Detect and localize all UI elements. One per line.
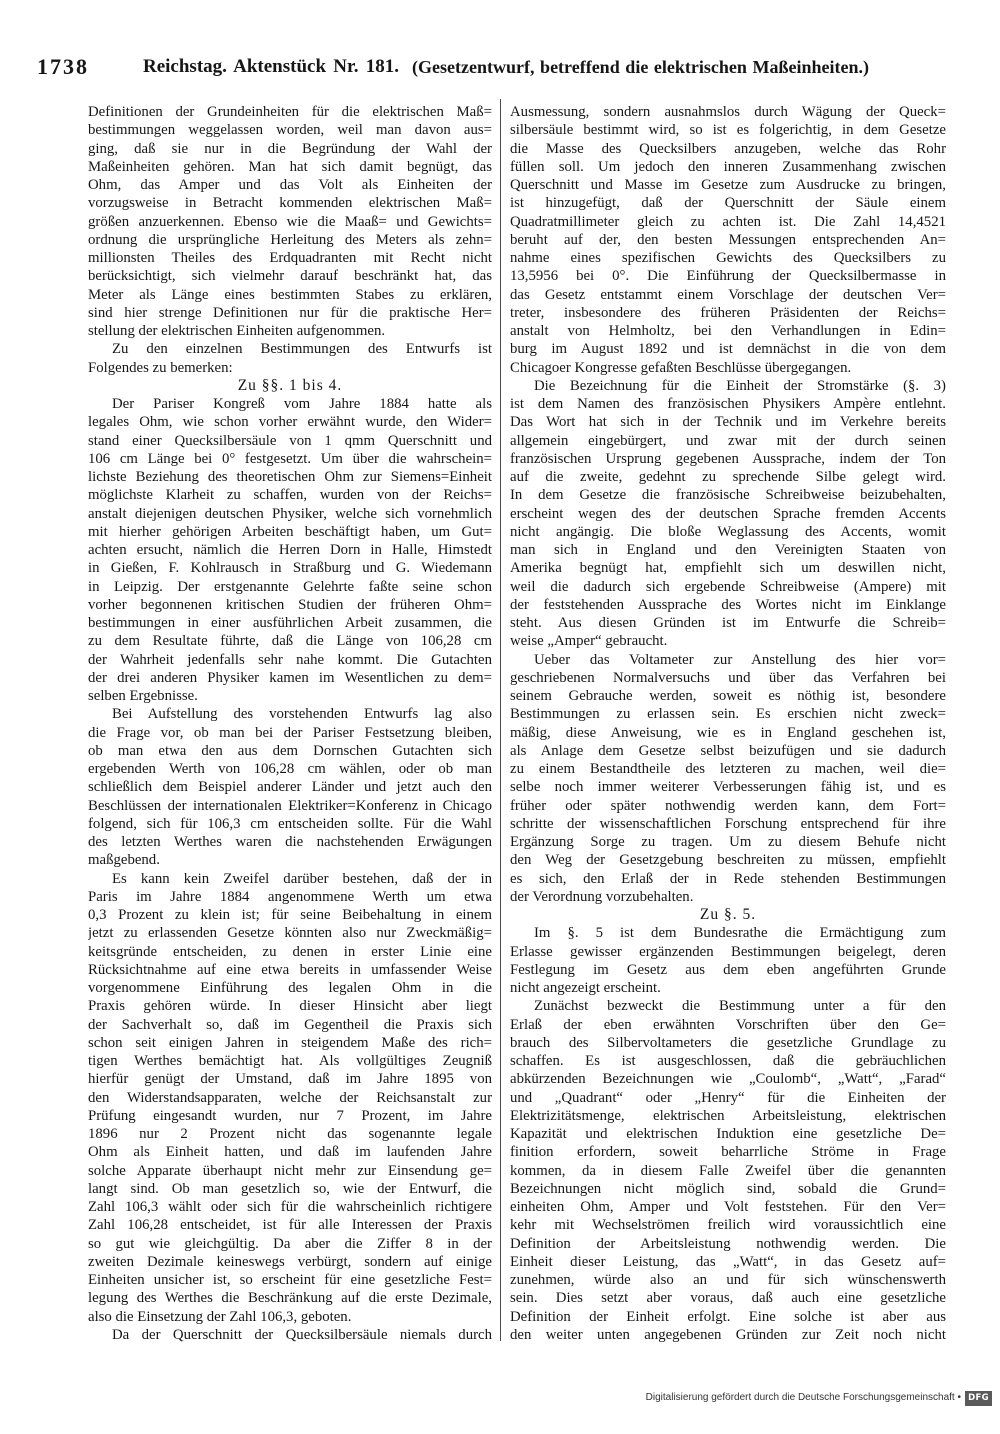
text-line: ob man etwa den aus dem Dornschen Gutachten sich [88, 742, 492, 759]
paragraph [88, 870, 492, 1326]
text-line: legung des Werthes die Beschränkung auf die erste Dezimale, [88, 1290, 492, 1307]
text-line: zu einem Bestandtheile des letzteren zu machen, weil die= [510, 761, 946, 777]
paragraph [510, 924, 946, 997]
document-subject: (Gesetzentwurf, betreffend die elektrischen Maßeinheiten.) [412, 57, 869, 77]
text-line: hierfür genügt der Umstand, daß im Jahre 1895 von [88, 1071, 492, 1088]
text-line: stand einer Quecksilbersäule von 1 qmm Querschnitt und [88, 432, 492, 449]
text-line: weise „Amper“ gebraucht. [510, 633, 668, 650]
text-line: als Anlage dem Gesetze selbst beizufügen und sie dadurch [510, 742, 946, 759]
text-line: Ohm als Einheit hatten, und daß im laufenden Jahre [88, 1144, 492, 1161]
text-line: Amerika begnügt hat, empfiehlt sich um deswillen nicht, [510, 560, 946, 577]
text-line: auf die zweite, gedehnt zu sprechende Silbe gelegt wird. [510, 469, 946, 485]
text-line: Rücksichtnahme auf eine etwa bereits in umfassender Weise [88, 961, 492, 978]
text-line: der drei anderen Physiker kamen im Wesentlichen zu dem= [88, 669, 492, 686]
text-line: möglichste Klarheit zu schaffen, wurden von der Reichs= [88, 487, 492, 504]
text-line: der Verordnung vorzubehalten. [510, 888, 694, 905]
text-line: keitsgründe entscheiden, zu denen in erster Linie eine [88, 943, 492, 960]
text-line: bestimmungen in einer ausführlichen Arbeit zusammen, die [88, 615, 492, 631]
text-line: sein. Dies setzt aber voraus, daß auch eine gesetzliche [510, 1290, 946, 1307]
paragraph [510, 997, 946, 1344]
text-line: kommen, da in diesem Falle Zweifel über die genannten [510, 1162, 946, 1179]
paragraph [510, 103, 946, 377]
page-number: 1738 [37, 54, 89, 79]
text-line: 0,3 Prozent zu klein ist; für seine Beibehaltung in einem [88, 907, 492, 923]
text-line: die Masse des Quecksilbers anzugeben, welche das Rohr [510, 140, 946, 157]
text-line: lichste Beziehung des theoretischen Ohm zur Siemens=Einheit [88, 469, 492, 485]
text-line: früher oder später nothwendig werden kann, dem Fort= [510, 797, 946, 814]
text-line: selbe noch immer weiterer Verbesserungen fähig ist, und es [510, 779, 946, 796]
text-line: folgend, sich für 106,3 cm entscheiden sollte. Für die Wahl [88, 815, 492, 832]
text-line: Einheiten unsicher ist, so erscheint für eine gesetzliche Fest= [88, 1272, 492, 1288]
paragraph [88, 340, 492, 377]
text-line: so gut wie gleichgültig. Da aber die Ziffer 8 in der [88, 1235, 492, 1252]
text-line: vorgenommene Einführung des legalen Ohm in die [88, 980, 492, 996]
dfg-logo: DFG [965, 1391, 992, 1406]
left-text-column [88, 103, 492, 1344]
text-line: den weiter unten angegebenen Gründen zur Zeit noch nicht [510, 1326, 946, 1343]
text-line: Definition der Arbeitsleistung nothwendig werden. Die [510, 1235, 946, 1252]
paragraph [88, 705, 492, 869]
text-line: Maßeinheiten gehören. Man hat sich damit begnügt, das [88, 158, 492, 175]
section-heading: Zu §. 5. [699, 906, 757, 923]
text-line: weil die dadurch sich ergebende Schreibweise (Ampere) mit [510, 578, 946, 595]
text-line: langt sind. Ob man gesetzlich so, wie der Entwurf, die [88, 1180, 492, 1197]
text-line: in Leipzig. Der erstgenannte Gelehrte faßte seine schon [88, 578, 492, 595]
text-line: maßgebend. [88, 852, 160, 869]
text-line: Zahl 106,28 entscheidet, ist für alle Interessen der Praxis [88, 1217, 492, 1234]
text-line: mit hierher gehörigen Arbeiten beschäftigt haben, um Gut= [88, 523, 492, 540]
text-line: sind hier strenge Definitionen nur für die praktische Her= [88, 304, 492, 321]
text-line: Da der Querschnitt der Quecksilbersäule niemals durch [112, 1326, 492, 1343]
text-line: brauch des Silbervoltameters die gesetzliche Grundlage zu [510, 1034, 946, 1051]
text-line: die Frage vor, ob man bei der Pariser Festsetzung bleiben, [88, 724, 492, 741]
text-line: treter, insbesondere des früheren Präsidenten der Reichs= [510, 304, 946, 321]
text-line: Erlaß der eben erwähnten Vorschriften über den Ge= [510, 1016, 946, 1033]
text-line: Praxis gehören würde. In dieser Hinsicht aber liegt [88, 998, 492, 1015]
text-line: Zahl 106,3 wählt oder sich für die wahrscheinlich richtigere [88, 1199, 492, 1215]
text-line: erscheint wegen des der deutschen Sprache fremden Accents [510, 505, 946, 522]
text-line: Ueber das Voltameter zur Anstellung des hier vor= [534, 651, 946, 668]
paragraph [510, 651, 946, 907]
text-line: des letzten Werthes waren die nachstehenden Erwägungen [88, 834, 492, 850]
text-line: vorzugsweise in Betracht kommenden elektrischen Maß= [88, 195, 492, 212]
text-line: schon seit einigen Jahren in steigendem Maße des rich= [88, 1034, 492, 1051]
text-line: Prüfung eingesandt wurden, nur 7 Prozent, im Jahre [88, 1107, 492, 1124]
text-line: tigen Werthes bemächtigt hat. Als vollgültiges Zeugniß [88, 1053, 492, 1069]
text-line: legales Ohm, wie schon vorher erwähnt wurde, den Wider= [88, 414, 492, 431]
text-line: Zu den einzelnen Bestimmungen des Entwurfs ist [112, 341, 492, 358]
text-line: schaffen. Es ist ausgeschlossen, daß die gebräuchlichen [510, 1053, 946, 1069]
text-line: Meter als Länge eines bestimmten Stabes zu erklären, [88, 286, 492, 303]
text-line: schließlich dem Beispiel anderer Länder und jetzt auch den [88, 779, 492, 796]
text-line: 106 cm Länge bei 0° festgesetzt. Um über die wahrschein= [88, 450, 492, 467]
text-line: anstalt von Helmholtz, bei den Verhandlungen in Edin= [510, 323, 946, 339]
text-line: größen anzuerkennen. Ebenso wie die Maaß= und Gewichts= [88, 213, 492, 230]
text-line: das Gesetz entstammt einem Vorschlage der deutschen Ver= [510, 286, 946, 303]
text-line: Im §. 5 ist dem Bundesrathe die Ermächtigung zum [534, 925, 946, 942]
text-line: Zunächst bezweckt die Bestimmung unter a für den [534, 998, 946, 1015]
text-line: zweiten Dezimale keineswegs verbürgt, sondern auf einige [88, 1253, 492, 1270]
text-line: bestimmungen weggelassen worden, weil man davon aus= [88, 122, 492, 139]
digitization-credit: Digitalisierung gefördert durch die Deutsche Forschungsgemeinschaft • [645, 1392, 961, 1403]
text-line: einheiten Ohm, Amper und Volt feststehen. Für den Ver= [510, 1199, 946, 1215]
text-line: allgemein eingebürgert, und zwar mit der durch seinen [510, 432, 946, 449]
text-line: ist hinzugefügt, daß der Querschnitt der Säule einem [510, 195, 946, 212]
text-line: Folgendes zu bemerken: [88, 359, 233, 376]
text-line: Bestimmungen zu erlassen sein. Es erschien nicht zweck= [510, 706, 946, 723]
text-line: Paris im Jahre 1884 angenommene Werth um etwa [88, 888, 492, 905]
text-line: schritte der wissenschaftlichen Forschung entsprechend für ihre [510, 815, 946, 832]
text-line: Querschnitt und Masse im Gesetze zum Ausdrucke zu bringen, [510, 177, 946, 193]
text-line: kehr mit Wechselströmen freilich wird voraussichtlich eine [510, 1217, 946, 1234]
text-line: der feststehenden Aussprache des Wortes nicht im Einklange [510, 596, 946, 613]
text-line: selben Ergebnisse. [88, 688, 198, 704]
text-line: berücksichtigt, sich vielmehr darauf beschränkt hat, das [88, 268, 492, 285]
text-line: ist dem Namen des französischen Physikers Ampère entlehnt. [510, 396, 946, 412]
text-line: Es kann kein Zweifel darüber bestehen, daß der in [112, 870, 492, 887]
right-text-column [510, 103, 946, 1344]
text-line: Chicagoer Kongresse gefaßten Beschlüsse übergegangen. [510, 359, 852, 376]
text-line: der Wahrheit jedenfalls sehr nahe kommt. Die Gutachten [88, 651, 492, 668]
text-line: solche Apparate überhaupt nicht mehr zur Einsendung ge= [88, 1162, 492, 1179]
text-line: silbersäule bestimmt wird, so ist es folgerichtig, in dem Gesetze [510, 122, 946, 139]
text-line: millionsten Theiles des Erdquadranten mit Recht nicht [88, 250, 492, 266]
text-line: den Weg der Gesetzgebung beschreiten zu müssen, empfiehlt [510, 852, 946, 869]
paragraph [88, 395, 492, 705]
text-line: Definitionen der Grundeinheiten für die elektrischen Maß= [88, 104, 492, 120]
text-line: also die Einsetzung der Zahl 106,3, geboten. [88, 1308, 352, 1325]
text-line: Bezeichnungen nicht möglich sind, sobald die Grund= [510, 1180, 946, 1197]
text-line: In dem Gesetze die französische Schreibweise beizubehalten, [510, 487, 946, 504]
text-line: beruht auf der, den besten Messungen entsprechenden An= [510, 231, 946, 248]
text-line: ging, daß sie nur in die Begründung der Wahl der [88, 140, 492, 157]
text-line: man sich in England und den Vereinigten Staaten von [510, 542, 946, 558]
paragraph [510, 377, 946, 651]
text-line: nicht angängig. Die bloße Weglassung des Accents, womit [510, 523, 946, 540]
text-line: steht. Aus diesen Gründen ist im Entwurfe die Schreib= [510, 615, 946, 631]
column-divider [500, 99, 501, 1341]
text-line: finition erfordern, soweit beharrliche Ströme in Frage [510, 1144, 946, 1161]
text-line: abkürzenden Bezeichnungen wie „Coulomb“, „Watt“, „Farad“ [510, 1071, 946, 1088]
text-line: nahme eines spezifischen Gewichts des Quecksilbers zu [510, 250, 946, 266]
text-line: ergebenden Werth von 106,28 cm wählen, oder ob man [88, 761, 492, 777]
text-line: Ohm, das Amper und das Volt als Einheiten der [88, 177, 492, 193]
text-line: Ausmessung, sondern ausnahmslos durch Wägung der Queck= [510, 104, 946, 120]
text-line: Festlegung im Gesetz aus dem eben angeführten Grunde [510, 961, 946, 978]
text-line: Die Bezeichnung für die Einheit der Stromstärke (§. 3) [534, 377, 946, 394]
text-line: nicht angezeigt erscheint. [510, 980, 661, 996]
text-line: der Sachverhalt so, daß im Gegentheil die Praxis sich [88, 1016, 492, 1033]
text-line: 1896 nur 2 Prozent nicht das sogenannte legale [88, 1126, 492, 1142]
text-line: ordnung die ursprüngliche Herleitung des Meters als zehn= [88, 231, 492, 248]
text-line: und „Quadrant“ oder „Henry“ für die Einheiten der [510, 1089, 946, 1106]
text-line: vorher begonnenen kritischen Studien der früheren Ohm= [88, 596, 492, 613]
text-line: seinem Gebrauche werden, soweit es nöthig ist, besondere [510, 688, 946, 704]
text-line: Ergänzung Sorge zu tragen. Um zu diesem Behufe nicht [510, 834, 946, 850]
text-line: mäßig, diese Anweisung, wie es in England geschehen ist, [510, 724, 946, 741]
text-line: Das Wort hat sich in der Technik und im Verkehre bereits [510, 414, 946, 431]
text-line: burg im August 1892 und ist demnächst in die von dem [510, 341, 946, 358]
text-line: Quadratmillimeter gleich zu achten ist. Die Zahl 14,4521 [510, 213, 946, 230]
text-line: füllen soll. Um jedoch den inneren Zusammenhang zwischen [510, 158, 946, 175]
text-line: 13,5956 bei 0°. Die Einführung der Quecksilbermasse in [510, 268, 946, 285]
section-heading: Zu §§. 1 bis 4. [237, 376, 343, 394]
text-line: stellung der elektrischen Einheiten aufgenommen. [88, 323, 386, 339]
text-line: Erlasse gewisser ergänzenden Bestimmungen beigelegt, deren [510, 943, 946, 960]
text-line: zunehmen, würde also an und für sich wünschenswerth [510, 1272, 946, 1288]
text-line: anstalt diejenigen deutschen Physiker, welche sich vornehmlich [88, 505, 492, 522]
text-line: Definition der Einheit erfolgt. Eine solche ist aber aus [510, 1308, 946, 1325]
text-line: Bei Aufstellung des vorstehenden Entwurfs lag also [112, 706, 492, 723]
text-line: Beschlüssen der internationalen Elektriker=Konferenz in Chicago [88, 797, 492, 814]
paragraph [88, 1326, 492, 1344]
text-line: französischen Ursprung gegebenen Aussprache, indem der Ton [510, 450, 946, 467]
text-line: jetzt zu erlassenden Gesetze könnten also nur Zweckmäßig= [88, 925, 492, 942]
text-line: in Gießen, F. Kohlrausch in Straßburg und G. Wiedemann [88, 560, 492, 577]
text-line: Kapazität und elektrischen Induktion eine gesetzliche De= [510, 1126, 946, 1142]
paragraph [88, 103, 492, 340]
text-line: Einheit dieser Leistung, das „Watt“, in das Gesetz auf= [510, 1253, 946, 1270]
text-line: achten ersucht, nämlich die Herren Dorn in Halle, Himstedt [88, 542, 492, 558]
running-title: Reichstag. Aktenstück Nr. 181. [143, 56, 399, 77]
text-line: den Widerstandsapparaten, welche der Reichsanstalt zur [88, 1089, 492, 1106]
text-line: Der Pariser Kongreß vom Jahre 1884 hatte als [112, 396, 492, 412]
text-line: zu dem Resultate führte, daß die Länge von 106,28 cm [88, 633, 492, 650]
text-line: Elektrizitätsmenge, elektrischen Arbeitsleistung, elektrischen [510, 1107, 946, 1124]
text-line: es sich, den Erlaß der in Rede stehenden Bestimmungen [510, 870, 946, 887]
text-line: geschriebenen Normalversuchs und über das Verfahren bei [510, 669, 946, 686]
